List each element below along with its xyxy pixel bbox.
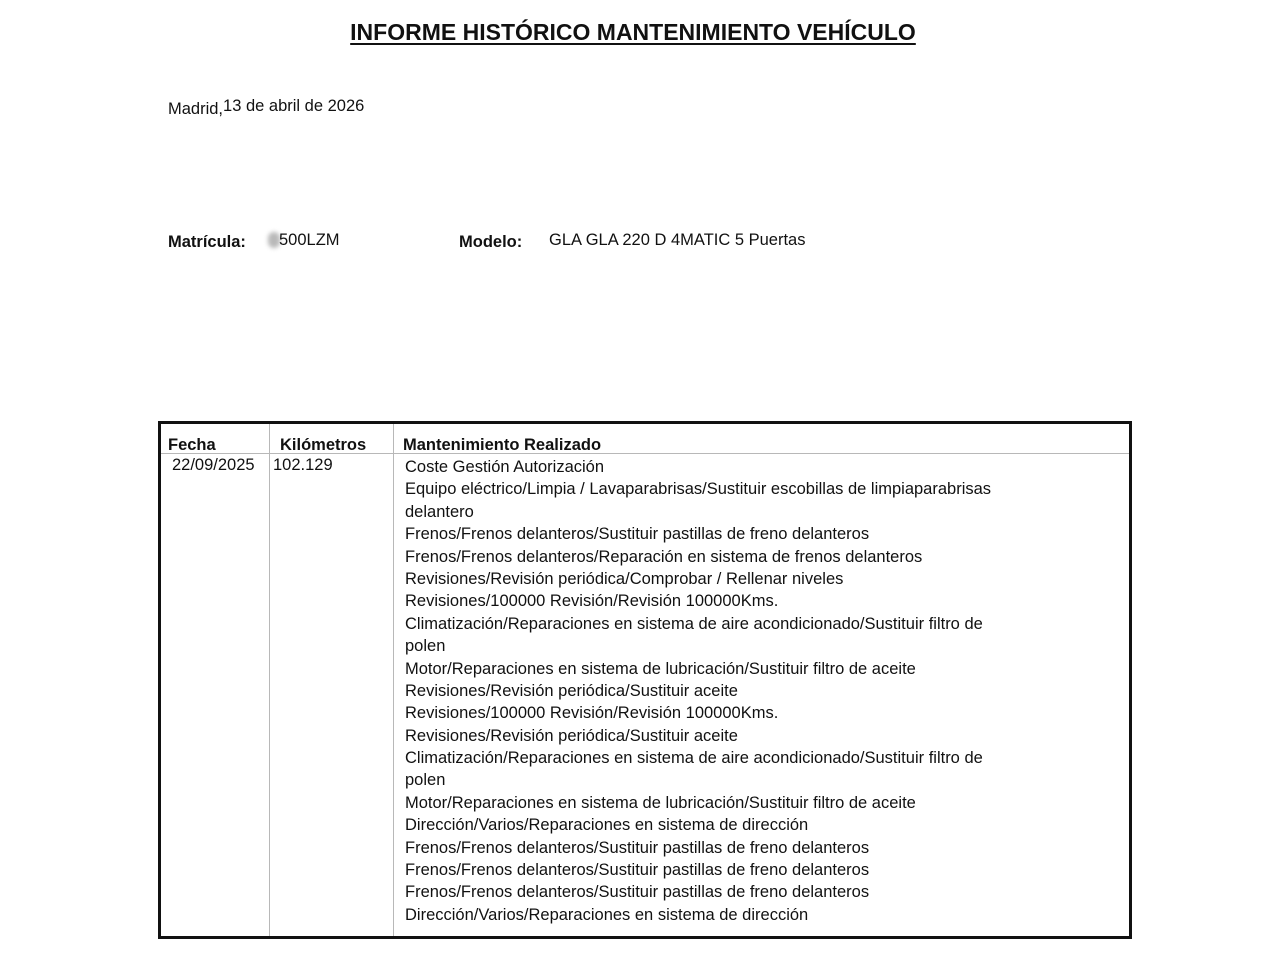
maintenance-line: Dirección/Varios/Reparaciones en sistema de dirección bbox=[405, 905, 809, 924]
place: Madrid, bbox=[168, 100, 224, 118]
column-divider bbox=[269, 424, 270, 936]
maintenance-line: Dirección/Varios/Reparaciones en sistema de dirección bbox=[405, 816, 809, 835]
column-divider bbox=[393, 424, 394, 936]
maintenance-line: polen bbox=[405, 771, 446, 790]
maintenance-line: Equipo eléctrico/Limpia / Lavaparabrisas/Sustituir escobillas de limpiaparabrisas bbox=[405, 480, 992, 499]
row-date: 22/09/2025 bbox=[172, 456, 255, 474]
column-header-km: Kilómetros bbox=[280, 436, 367, 454]
model-value: GLA GLA 220 D 4MATIC 5 Puertas bbox=[549, 231, 806, 249]
maintenance-line: Frenos/Frenos delanteros/Sustituir pastillas de freno delanteros bbox=[405, 838, 870, 857]
maintenance-line: Revisiones/100000 Revisión/Revisión 100000Kms. bbox=[405, 592, 779, 611]
maintenance-line: Frenos/Frenos delanteros/Sustituir pastillas de freno delanteros bbox=[405, 861, 870, 880]
maintenance-line: Frenos/Frenos delanteros/Sustituir pastillas de freno delanteros bbox=[405, 525, 870, 544]
report-date: 13 de abril de 2026 bbox=[223, 97, 365, 115]
report-title: INFORME HISTÓRICO MANTENIMIENTO VEHÍCULO bbox=[350, 19, 916, 45]
column-header-work: Mantenimiento Realizado bbox=[403, 436, 602, 454]
maintenance-lines bbox=[405, 456, 991, 926]
maintenance-line: Climatización/Reparaciones en sistema de aire acondicionado/Sustituir filtro de bbox=[405, 614, 983, 633]
maintenance-line: polen bbox=[405, 637, 446, 656]
maintenance-line: Revisiones/100000 Revisión/Revisión 100000Kms. bbox=[405, 704, 779, 723]
column-header-date: Fecha bbox=[168, 436, 216, 454]
maintenance-line: delantero bbox=[405, 502, 474, 521]
maintenance-line: Frenos/Frenos delanteros/Sustituir pastillas de freno delanteros bbox=[405, 883, 870, 902]
plate-value: 500LZM bbox=[279, 231, 340, 249]
model-label: Modelo: bbox=[459, 233, 523, 251]
maintenance-line: Revisiones/Revisión periódica/Comprobar / Rellenar niveles bbox=[405, 569, 844, 588]
maintenance-line: Climatización/Reparaciones en sistema de aire acondicionado/Sustituir filtro de bbox=[405, 749, 983, 768]
maintenance-line: Coste Gestión Autorización bbox=[405, 458, 605, 476]
plate-label: Matrícula: bbox=[168, 233, 246, 251]
maintenance-line: Motor/Reparaciones en sistema de lubricación/Sustituir filtro de aceite bbox=[405, 659, 916, 678]
maintenance-line: Revisiones/Revisión periódica/Sustituir aceite bbox=[405, 726, 738, 745]
maintenance-line: Motor/Reparaciones en sistema de lubricación/Sustituir filtro de aceite bbox=[405, 793, 916, 812]
row-km: 102.129 bbox=[273, 456, 333, 474]
maintenance-table bbox=[158, 421, 1132, 939]
maintenance-line: Revisiones/Revisión periódica/Sustituir aceite bbox=[405, 681, 738, 700]
maintenance-line: Frenos/Frenos delanteros/Reparación en sistema de frenos delanteros bbox=[405, 547, 923, 566]
place-date-line bbox=[168, 97, 364, 116]
